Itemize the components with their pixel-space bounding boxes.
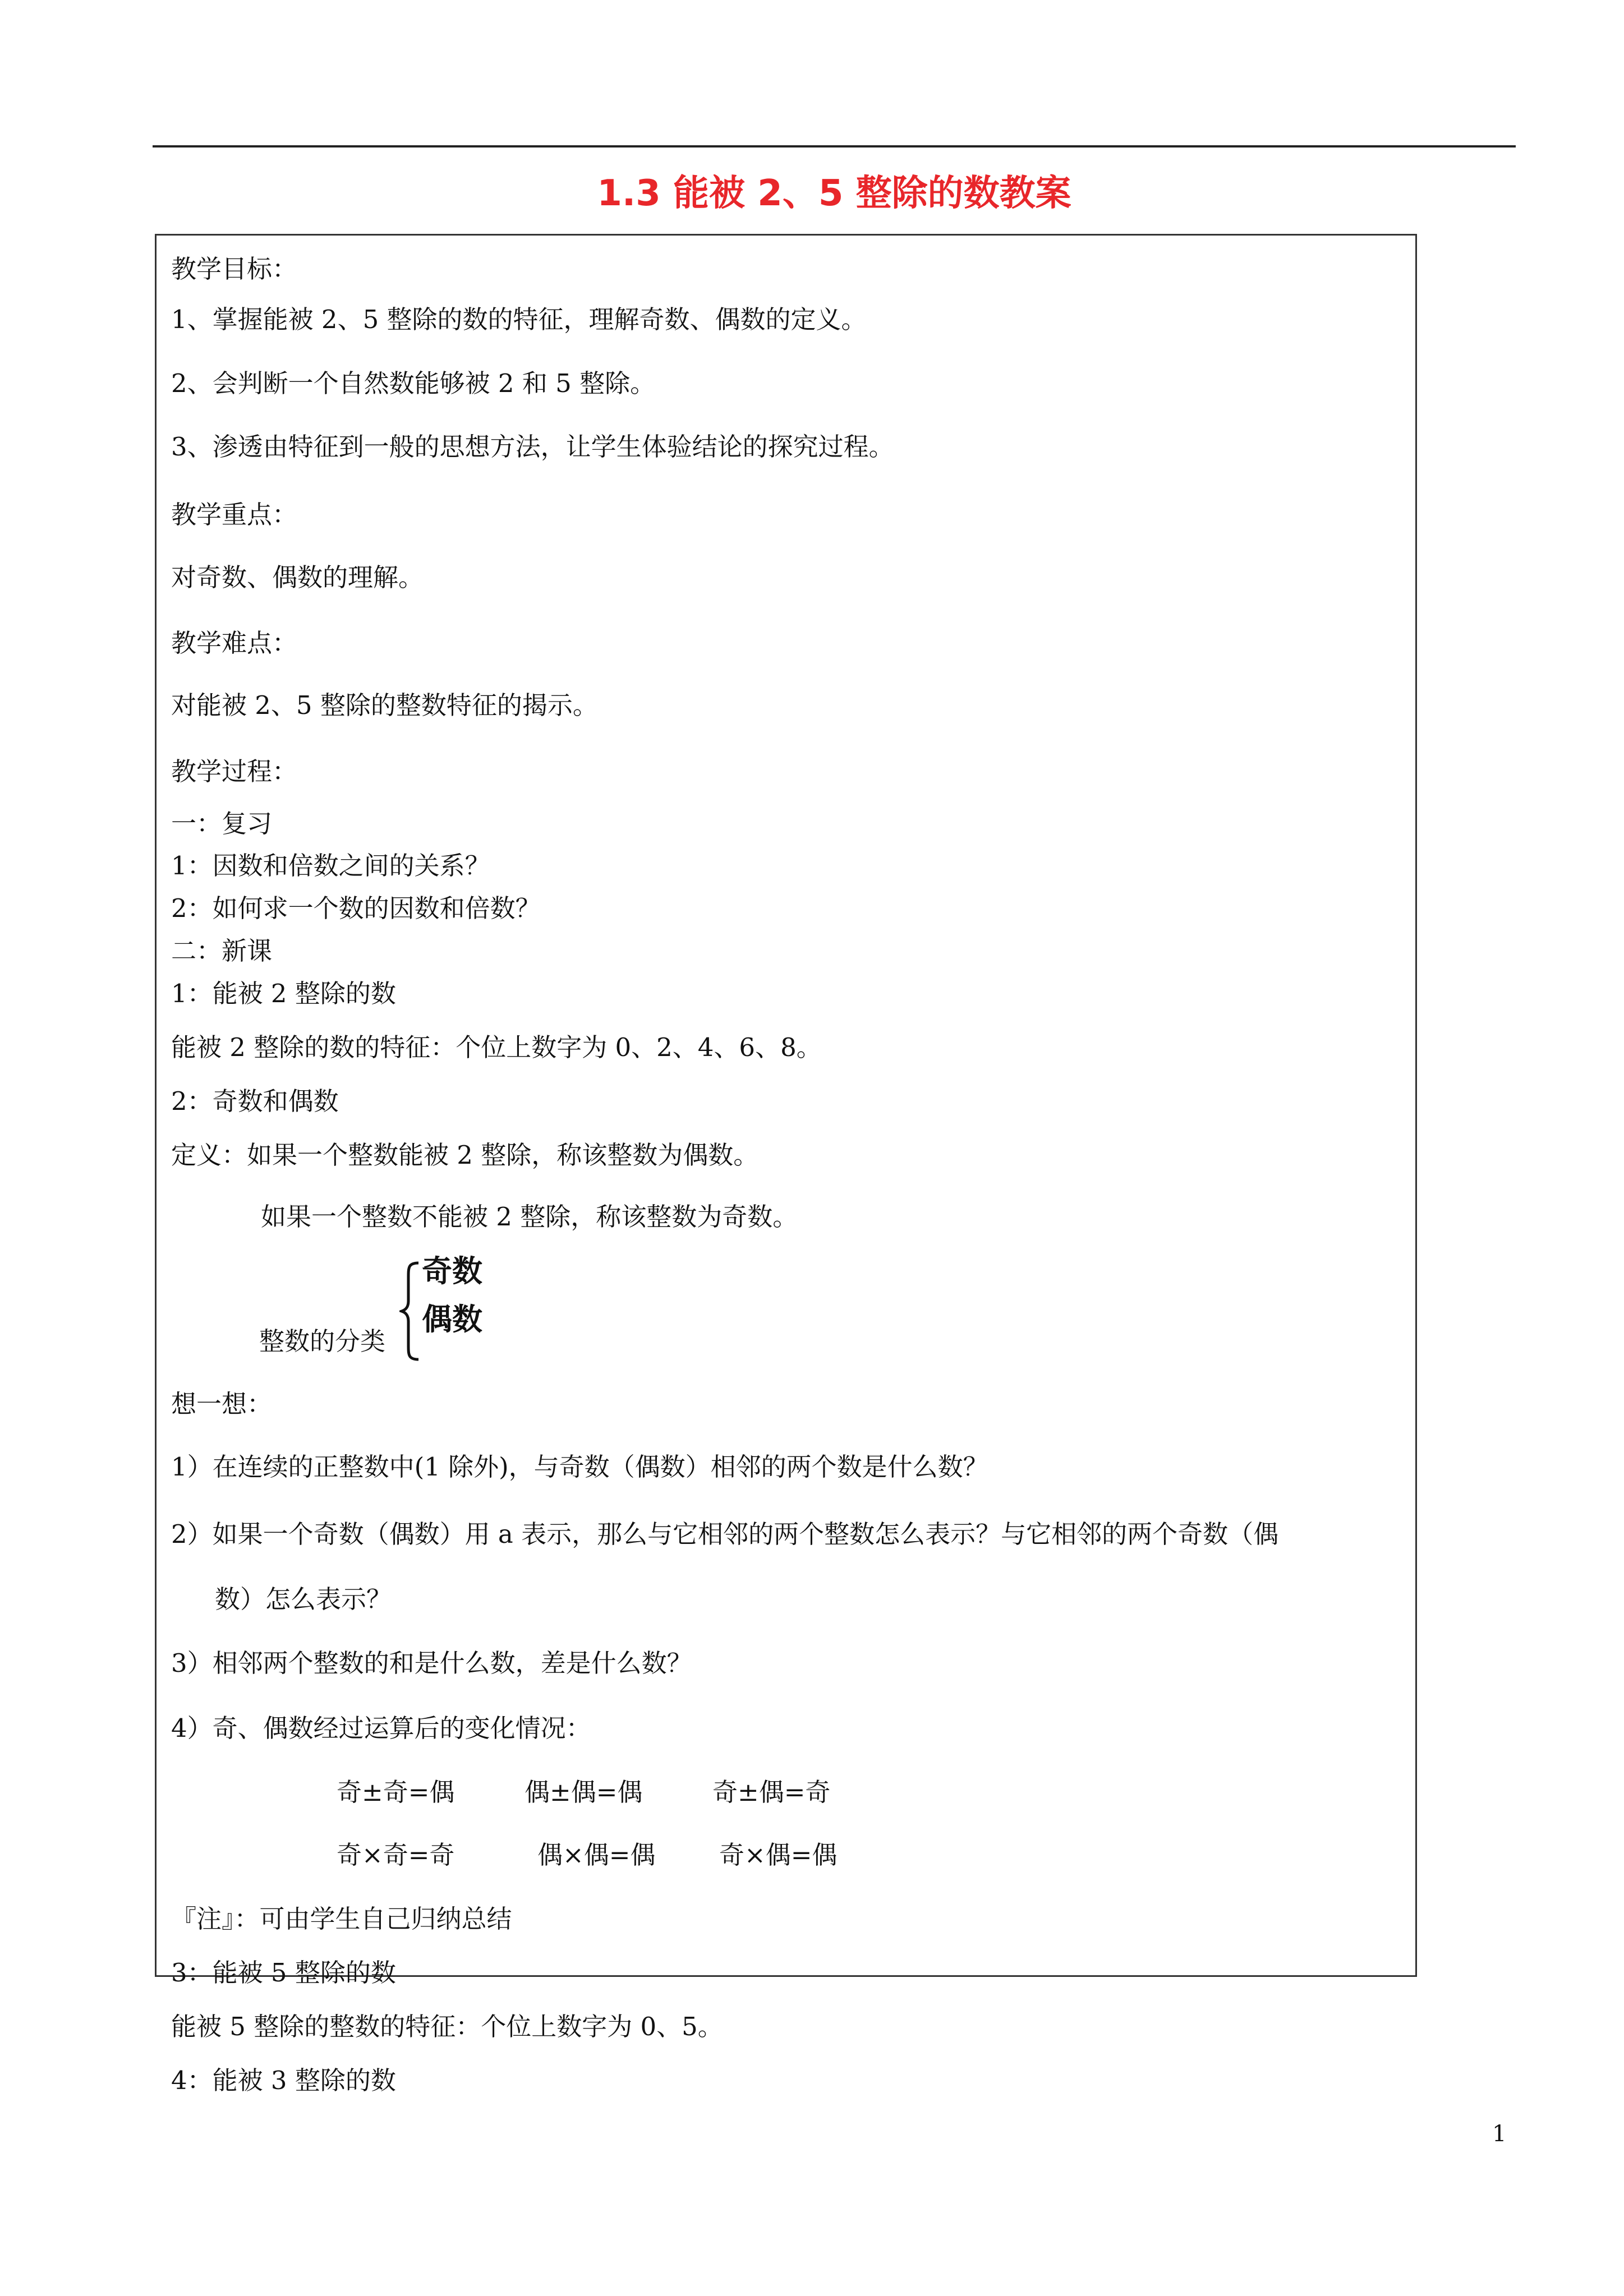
classification-label: 整数的分类 bbox=[259, 1326, 386, 1356]
rule-even-x-even: 偶×偶=偶 bbox=[537, 1840, 656, 1870]
review-heading: 一：复习 bbox=[171, 809, 273, 838]
key-point: 对奇数、偶数的理解。 bbox=[171, 563, 424, 592]
even-definition: 定义：如果一个整数能被 2 整除，称该整数为偶数。 bbox=[171, 1140, 759, 1170]
review-question-1: 1：因数和倍数之间的关系？ bbox=[171, 851, 490, 880]
divisible-by-5-feature: 能被 5 整除的整数的特征：个位上数字为 0、5。 bbox=[171, 2012, 723, 2041]
odd-even-heading: 2：奇数和偶数 bbox=[171, 1086, 339, 1116]
document-title: 1.3 能被 2、5 整除的数教案 bbox=[597, 173, 1071, 214]
rule-odd-x-odd: 奇×奇=奇 bbox=[337, 1840, 455, 1870]
rule-odd-x-even: 奇×偶=偶 bbox=[719, 1840, 838, 1870]
classification-even: 偶数 bbox=[422, 1302, 482, 1337]
odd-definition: 如果一个整数不能被 2 整除，称该整数为奇数。 bbox=[261, 1202, 798, 1232]
divisible-by-5-heading: 3：能被 5 整除的数 bbox=[171, 1958, 396, 1988]
header-rule bbox=[153, 145, 1516, 147]
think-3: 3）相邻两个整数的和是什么数，差是什么数？ bbox=[171, 1648, 692, 1678]
think-2: 2）如果一个奇数（偶数）用 a 表示，那么与它相邻的两个整数怎么表示？与它相邻的两个奇数（偶 bbox=[171, 1519, 1279, 1549]
rule-odd-pm-odd: 奇±奇=偶 bbox=[337, 1777, 455, 1807]
divisible-by-2-heading: 1：能被 2 整除的数 bbox=[171, 979, 396, 1008]
page-number: 1 bbox=[1492, 2121, 1507, 2147]
difficulty-heading: 教学难点： bbox=[171, 628, 298, 658]
new-lesson-heading: 二：新课 bbox=[171, 936, 273, 966]
think-2-continued: 数）怎么表示？ bbox=[215, 1584, 392, 1614]
rule-even-pm-even: 偶±偶=偶 bbox=[525, 1777, 643, 1807]
classification-odd: 奇数 bbox=[422, 1253, 482, 1289]
objective-1: 1、掌握能被 2、5 整除的数的特征，理解奇数、偶数的定义。 bbox=[171, 305, 867, 334]
note: 『注』：可由学生自己归纳总结 bbox=[171, 1904, 512, 1934]
objectives-heading: 教学目标： bbox=[171, 254, 298, 284]
objective-2: 2、会判断一个自然数能够被 2 和 5 整除。 bbox=[171, 368, 656, 398]
objective-3: 3、渗透由特征到一般的思想方法，让学生体验结论的探究过程。 bbox=[171, 432, 894, 462]
rule-odd-pm-even: 奇±偶=奇 bbox=[712, 1777, 831, 1807]
divisible-by-2-feature: 能被 2 整除的数的特征：个位上数字为 0、2、4、6、8。 bbox=[171, 1032, 822, 1062]
think-4: 4）奇、偶数经过运算后的变化情况： bbox=[171, 1713, 591, 1743]
think-heading: 想一想： bbox=[171, 1389, 273, 1419]
think-1: 1）在连续的正整数中(1 除外)，与奇数（偶数）相邻的两个数是什么数？ bbox=[171, 1452, 988, 1482]
difficulty: 对能被 2、5 整除的整数特征的揭示。 bbox=[171, 690, 598, 720]
curly-brace bbox=[399, 1261, 422, 1362]
review-question-2: 2：如何求一个数的因数和倍数？ bbox=[171, 893, 541, 923]
divisible-by-3-heading: 4：能被 3 整除的数 bbox=[171, 2066, 396, 2095]
process-heading: 教学过程： bbox=[171, 757, 298, 786]
key-point-heading: 教学重点： bbox=[171, 500, 298, 529]
